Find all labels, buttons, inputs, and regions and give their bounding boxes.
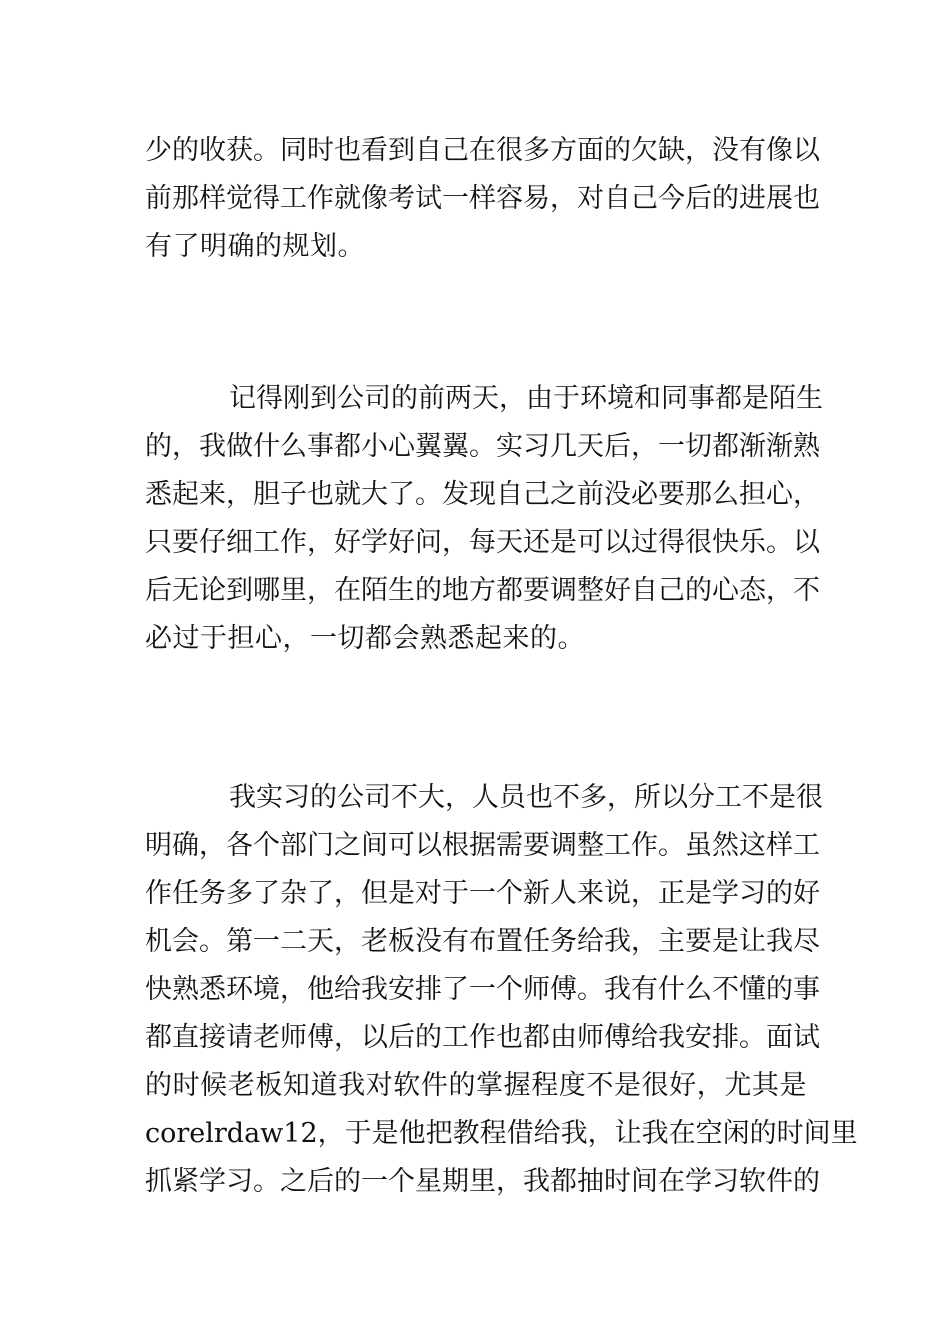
text-line: 有了明确的规划。: [145, 231, 365, 262]
text-line: 都直接请老师傅，以后的工作也都由师傅给我安排。面试: [145, 1022, 820, 1053]
text-line: corelrdaw12，于是他把教程借给我，让我在空闲的时间里: [145, 1118, 858, 1149]
paragraph-3: [145, 774, 858, 1206]
text-line: 快熟悉环境，他给我安排了一个师傅。我有什么不懂的事: [145, 974, 820, 1005]
paragraph-1: [145, 127, 820, 271]
text-line: 的时候老板知道我对软件的掌握程度不是很好，尤其是: [145, 1070, 807, 1101]
text-line: 机会。第一二天，老板没有布置任务给我，主要是让我尽: [145, 926, 820, 957]
text-line: 的，我做什么事都小心翼翼。实习几天后，一切都渐渐熟: [145, 431, 820, 462]
text-line: 少的收获。同时也看到自己在很多方面的欠缺，没有像以: [145, 135, 820, 166]
text-line: 明确，各个部门之间可以根据需要调整工作。虽然这样工: [145, 830, 820, 861]
text-line: 只要仔细工作，好学好问，每天还是可以过得很快乐。以: [145, 527, 820, 558]
paragraph-2: [145, 375, 823, 663]
text-line: 前那样觉得工作就像考试一样容易，对自己今后的进展也: [145, 183, 820, 214]
text-line: 作任务多了杂了，但是对于一个新人来说，正是学习的好: [145, 878, 820, 909]
text-line: 我实习的公司不大，人员也不多，所以分工不是很: [229, 782, 823, 813]
text-line: 必过于担心，一切都会熟悉起来的。: [145, 623, 585, 654]
text-line: 后无论到哪里，在陌生的地方都要调整好自己的心态，不: [145, 575, 820, 606]
text-line: 抓紧学习。之后的一个星期里，我都抽时间在学习软件的: [145, 1166, 820, 1197]
text-line: 记得刚到公司的前两天，由于环境和同事都是陌生: [229, 383, 823, 414]
text-line: 悉起来，胆子也就大了。发现自己之前没必要那么担心，: [145, 479, 820, 510]
